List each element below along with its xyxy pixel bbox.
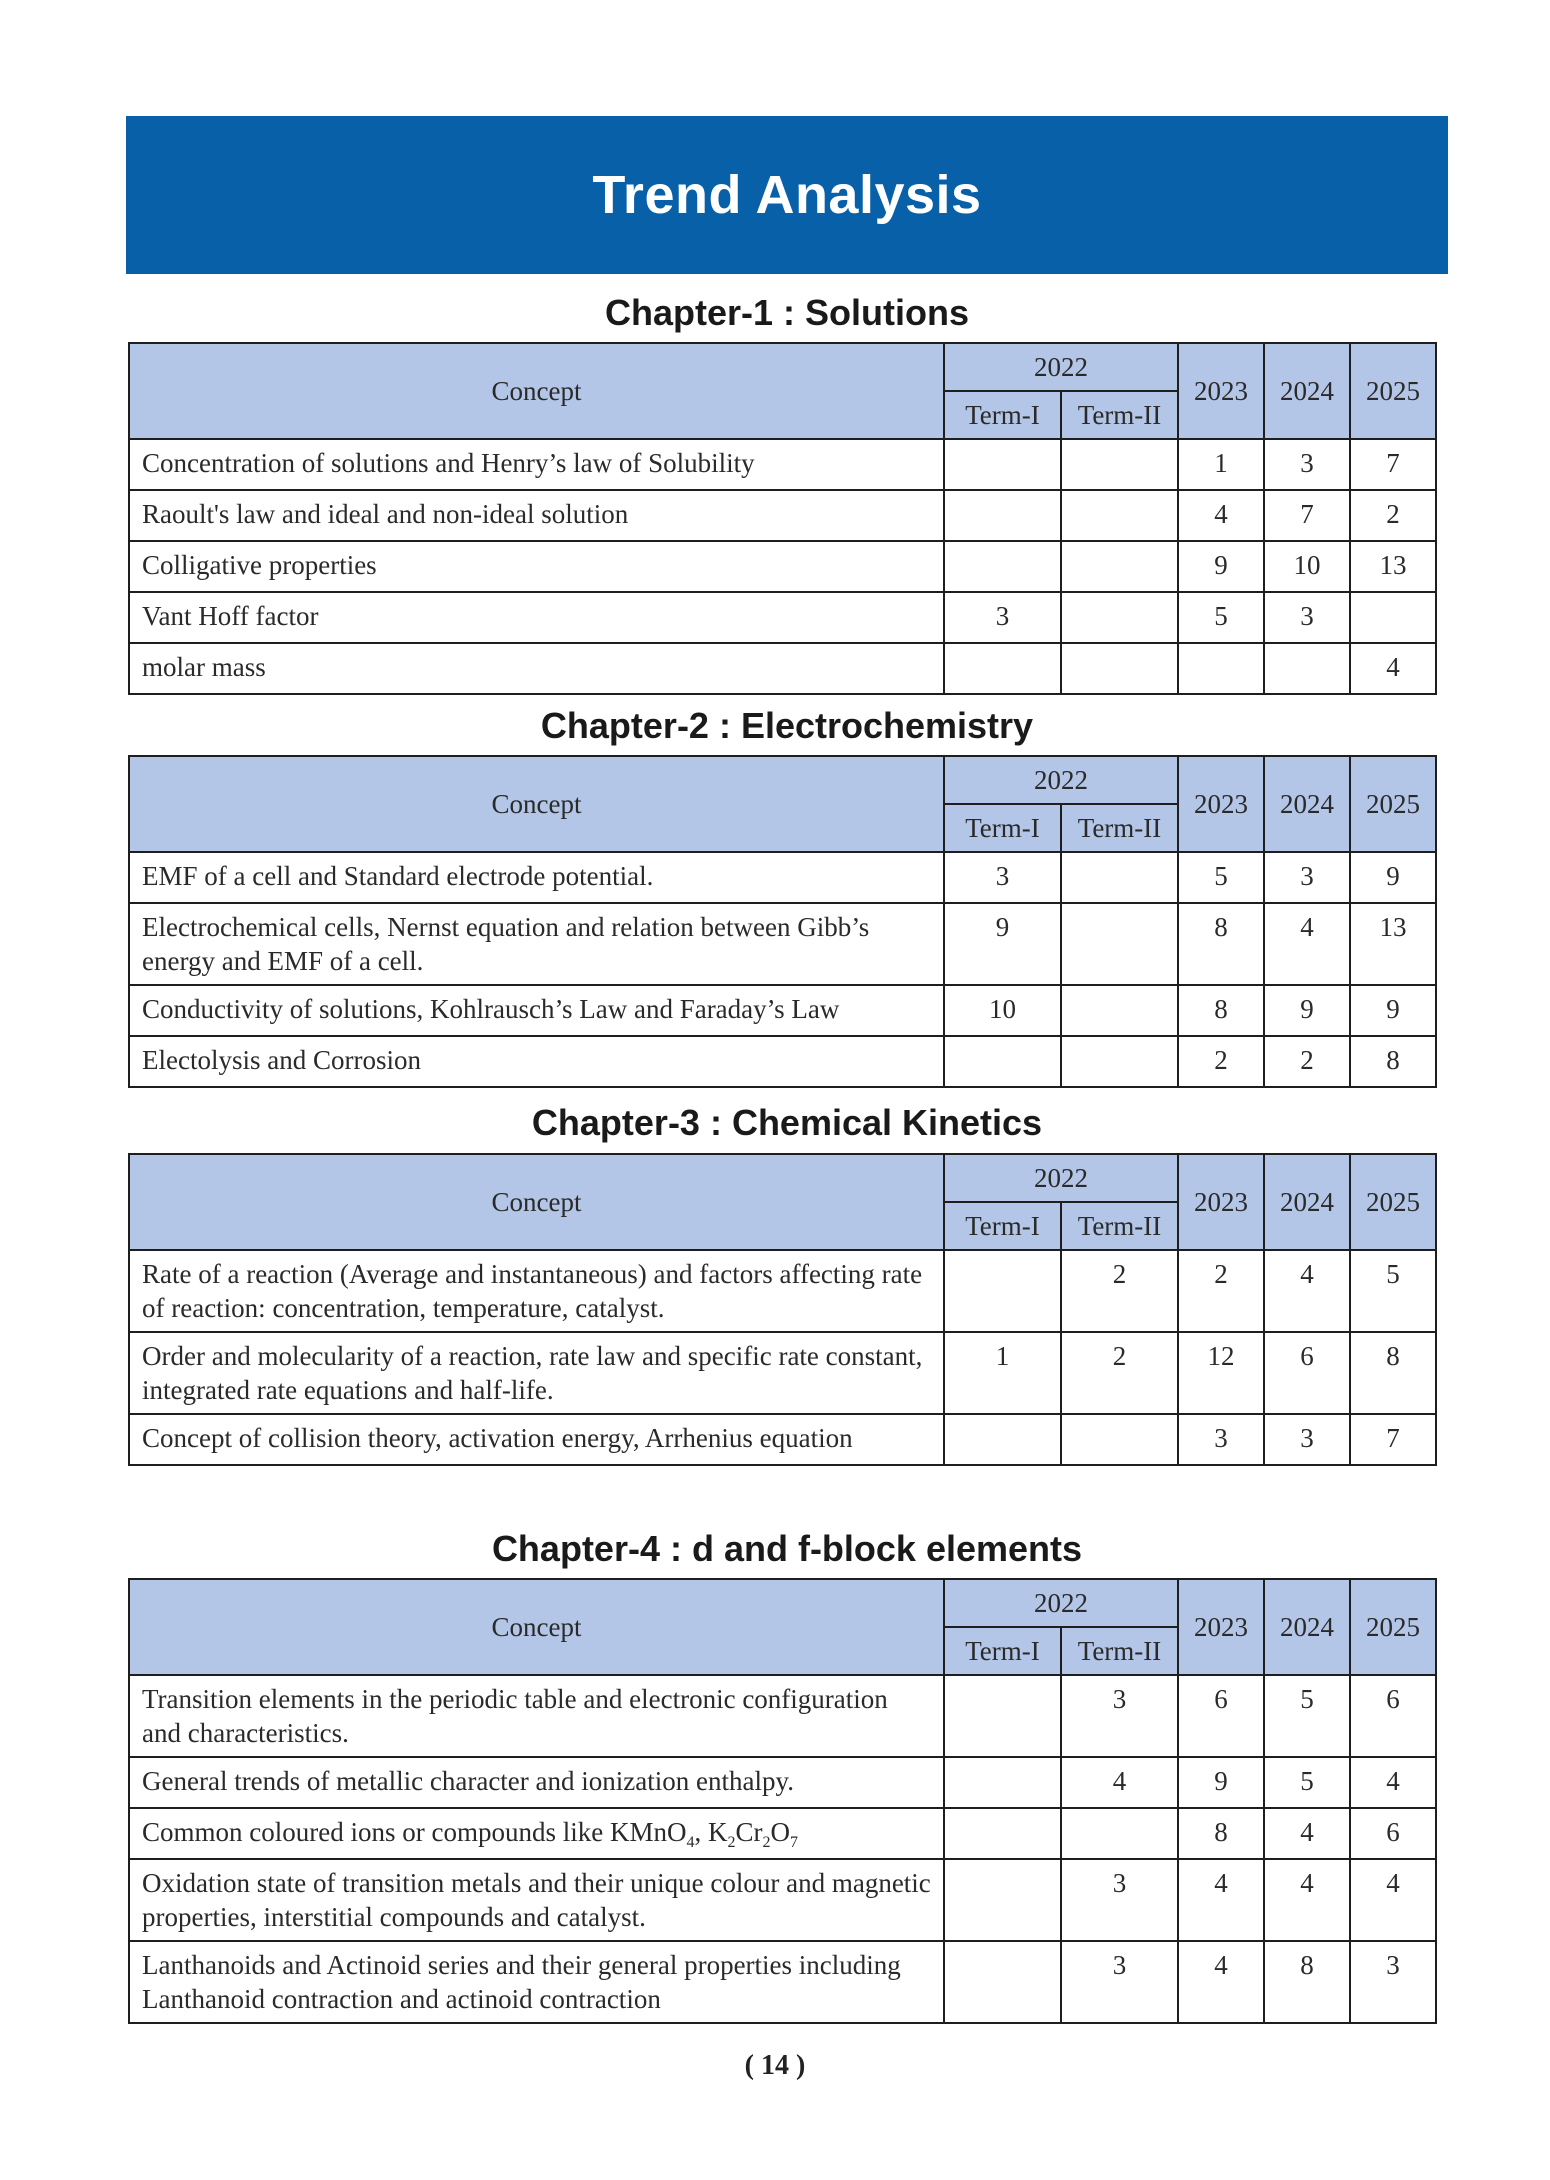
year-2025-value: 2 (1350, 490, 1436, 541)
year-2022-header: 2022 (944, 343, 1178, 391)
concept-cell: Transition elements in the periodic table and electronic configuration and characteristics. (129, 1675, 944, 1757)
year-2023-header: 2023 (1178, 343, 1264, 439)
chapter-2-title: Chapter-2 : Electrochemistry (540, 705, 1034, 746)
year-2025-value: 9 (1350, 852, 1436, 903)
year-2023-value: 6 (1178, 1675, 1264, 1757)
term-1-value (944, 1414, 1061, 1465)
term-2-value (1061, 541, 1178, 592)
year-2024-value: 9 (1264, 985, 1350, 1036)
table-row (129, 1808, 1436, 1859)
year-2022-header: 2022 (944, 1154, 1178, 1202)
concept-cell: Conductivity of solutions, Kohlrausch’s Law and Faraday’s Law (129, 985, 944, 1036)
year-2024-value: 4 (1264, 1859, 1350, 1941)
year-2024-value: 3 (1264, 592, 1350, 643)
year-2023-header: 2023 (1178, 1154, 1264, 1250)
term-1-header: Term-I (944, 804, 1061, 852)
table-row (129, 985, 1436, 1036)
year-2023-value: 12 (1178, 1332, 1264, 1414)
concept-header: Concept (129, 756, 944, 852)
year-2024-value: 3 (1264, 439, 1350, 490)
term-1-value (944, 541, 1061, 592)
term-1-value (944, 1036, 1061, 1087)
year-2022-header: 2022 (944, 1579, 1178, 1627)
term-1-value (944, 490, 1061, 541)
year-2024-value: 10 (1264, 541, 1350, 592)
term-1-value: 3 (944, 592, 1061, 643)
year-2024-value: 5 (1264, 1757, 1350, 1808)
year-2024-header: 2024 (1264, 343, 1350, 439)
year-2023-value: 3 (1178, 1414, 1264, 1465)
chapter-3-table (128, 1153, 1437, 1466)
table-row (129, 1941, 1436, 2023)
year-2024-value: 4 (1264, 1808, 1350, 1859)
year-2025-value: 6 (1350, 1675, 1436, 1757)
year-2023-value: 5 (1178, 852, 1264, 903)
chapter-1-title: Chapter-1 : Solutions (604, 292, 969, 333)
table-row (129, 643, 1436, 694)
year-2024-value: 8 (1264, 1941, 1350, 2023)
page-title: Trend Analysis (592, 165, 982, 225)
term-1-value (944, 1757, 1061, 1808)
concept-cell: Order and molecularity of a reaction, rate law and specific rate constant, integrated rate equations and half-life. (129, 1332, 944, 1414)
concept-cell: Oxidation state of transition metals and their unique colour and magnetic properties, interstitial compounds and catalyst. (129, 1859, 944, 1941)
year-2025-value: 7 (1350, 439, 1436, 490)
year-2025-header: 2025 (1350, 1579, 1436, 1675)
concept-cell: Electrochemical cells, Nernst equation and relation between Gibb’s energy and EMF of a cell. (129, 903, 944, 985)
term-2-value: 4 (1061, 1757, 1178, 1808)
year-2025-value: 9 (1350, 985, 1436, 1036)
year-2025-header: 2025 (1350, 1154, 1436, 1250)
table-row (129, 1036, 1436, 1087)
term-1-value: 3 (944, 852, 1061, 903)
concept-cell: General trends of metallic character and ionization enthalpy. (129, 1757, 944, 1808)
chapter-4-title: Chapter-4 : d and f-block elements (491, 1528, 1083, 1569)
term-2-value (1061, 643, 1178, 694)
concept-cell: Colligative properties (129, 541, 944, 592)
term-2-value: 3 (1061, 1941, 1178, 2023)
chapter-3-title: Chapter-3 : Chemical Kinetics (531, 1102, 1043, 1143)
year-2023-header: 2023 (1178, 1579, 1264, 1675)
year-2025-header: 2025 (1350, 343, 1436, 439)
year-2024-value: 4 (1264, 903, 1350, 985)
year-2023-value (1178, 643, 1264, 694)
term-2-value (1061, 852, 1178, 903)
concept-text: Common coloured ions or compounds like KMnO (142, 1817, 687, 1847)
concept-cell: Concept of collision theory, activation energy, Arrhenius equation (129, 1414, 944, 1465)
year-2024-value (1264, 643, 1350, 694)
table-row (129, 852, 1436, 903)
year-2025-value: 4 (1350, 643, 1436, 694)
term-1-value (944, 1941, 1061, 2023)
table-row (129, 1250, 1436, 1332)
year-2025-value: 7 (1350, 1414, 1436, 1465)
term-1-value (944, 643, 1061, 694)
concept-cell: EMF of a cell and Standard electrode potential. (129, 852, 944, 903)
term-2-header: Term-II (1061, 804, 1178, 852)
table-row (129, 1414, 1436, 1465)
term-1-value: 1 (944, 1332, 1061, 1414)
table-row (129, 1757, 1436, 1808)
term-1-value (944, 1808, 1061, 1859)
year-2023-value: 1 (1178, 439, 1264, 490)
term-2-value: 3 (1061, 1859, 1178, 1941)
year-2025-value: 13 (1350, 903, 1436, 985)
term-1-header: Term-I (944, 391, 1061, 439)
term-1-value: 9 (944, 903, 1061, 985)
concept-cell: Rate of a reaction (Average and instantaneous) and factors affecting rate of reaction: concentration, temperature, catalyst. (129, 1250, 944, 1332)
chapter-4-table (128, 1578, 1437, 2024)
year-2023-header: 2023 (1178, 756, 1264, 852)
term-2-value (1061, 903, 1178, 985)
formula-subscript: 7 (789, 1834, 798, 1851)
year-2025-value: 3 (1350, 1941, 1436, 2023)
year-2025-value: 13 (1350, 541, 1436, 592)
term-2-value (1061, 490, 1178, 541)
year-2025-value: 6 (1350, 1808, 1436, 1859)
term-2-value (1061, 1036, 1178, 1087)
year-2023-value: 8 (1178, 903, 1264, 985)
year-2025-value: 4 (1350, 1757, 1436, 1808)
year-2023-value: 5 (1178, 592, 1264, 643)
year-2023-value: 2 (1178, 1036, 1264, 1087)
table-row (129, 592, 1436, 643)
table-row (129, 1332, 1436, 1414)
formula-subscript: 2 (762, 1834, 771, 1851)
term-2-value (1061, 439, 1178, 490)
year-2023-value: 2 (1178, 1250, 1264, 1332)
concept-header: Concept (129, 1154, 944, 1250)
year-2025-value (1350, 592, 1436, 643)
concept-text: Cr (735, 1817, 763, 1847)
concept-header: Concept (129, 343, 944, 439)
table-row (129, 1859, 1436, 1941)
concept-cell: Raoult's law and ideal and non-ideal solution (129, 490, 944, 541)
year-2023-value: 9 (1178, 1757, 1264, 1808)
term-1-value: 10 (944, 985, 1061, 1036)
table-row (129, 439, 1436, 490)
year-2024-value: 3 (1264, 852, 1350, 903)
year-2025-header: 2025 (1350, 756, 1436, 852)
year-2025-value: 4 (1350, 1859, 1436, 1941)
concept-cell: Vant Hoff factor (129, 592, 944, 643)
concept-cell: molar mass (129, 643, 944, 694)
term-2-value (1061, 592, 1178, 643)
year-2024-value: 5 (1264, 1675, 1350, 1757)
term-1-header: Term-I (944, 1202, 1061, 1250)
formula-subscript: 2 (727, 1834, 736, 1851)
year-2024-header: 2024 (1264, 1579, 1350, 1675)
term-1-header: Term-I (944, 1627, 1061, 1675)
term-1-value (944, 1675, 1061, 1757)
year-2023-value: 8 (1178, 985, 1264, 1036)
year-2023-value: 4 (1178, 490, 1264, 541)
year-2023-value: 8 (1178, 1808, 1264, 1859)
term-2-value (1061, 1808, 1178, 1859)
year-2024-header: 2024 (1264, 756, 1350, 852)
year-2024-value: 3 (1264, 1414, 1350, 1465)
term-2-header: Term-II (1061, 391, 1178, 439)
concept-text: O (770, 1817, 790, 1847)
table-row (129, 1675, 1436, 1757)
term-2-value (1061, 985, 1178, 1036)
table-row (129, 490, 1436, 541)
term-2-value: 2 (1061, 1332, 1178, 1414)
page-number: ( 14 ) (744, 2050, 806, 2081)
table-row (129, 541, 1436, 592)
term-2-header: Term-II (1061, 1202, 1178, 1250)
table-row (129, 903, 1436, 985)
chapter-2-table (128, 755, 1437, 1088)
title-banner (126, 116, 1448, 274)
concept-text: , K (694, 1817, 728, 1847)
concept-cell (129, 1808, 944, 1859)
term-1-value (944, 1250, 1061, 1332)
year-2024-header: 2024 (1264, 1154, 1350, 1250)
term-2-value: 3 (1061, 1675, 1178, 1757)
chapter-1-table (128, 342, 1437, 695)
year-2024-value: 2 (1264, 1036, 1350, 1087)
term-2-header: Term-II (1061, 1627, 1178, 1675)
year-2023-value: 4 (1178, 1859, 1264, 1941)
term-2-value (1061, 1414, 1178, 1465)
concept-header: Concept (129, 1579, 944, 1675)
year-2023-value: 4 (1178, 1941, 1264, 2023)
year-2025-value: 8 (1350, 1036, 1436, 1087)
year-2022-header: 2022 (944, 756, 1178, 804)
year-2024-value: 6 (1264, 1332, 1350, 1414)
formula-subscript: 4 (686, 1834, 695, 1851)
year-2024-value: 4 (1264, 1250, 1350, 1332)
year-2023-value: 9 (1178, 541, 1264, 592)
concept-cell: Concentration of solutions and Henry’s law of Solubility (129, 439, 944, 490)
concept-cell: Electolysis and Corrosion (129, 1036, 944, 1087)
year-2025-value: 5 (1350, 1250, 1436, 1332)
term-1-value (944, 439, 1061, 490)
year-2025-value: 8 (1350, 1332, 1436, 1414)
year-2024-value: 7 (1264, 490, 1350, 541)
term-2-value: 2 (1061, 1250, 1178, 1332)
term-1-value (944, 1859, 1061, 1941)
concept-cell: Lanthanoids and Actinoid series and their general properties including Lanthanoid contraction and actinoid contraction (129, 1941, 944, 2023)
